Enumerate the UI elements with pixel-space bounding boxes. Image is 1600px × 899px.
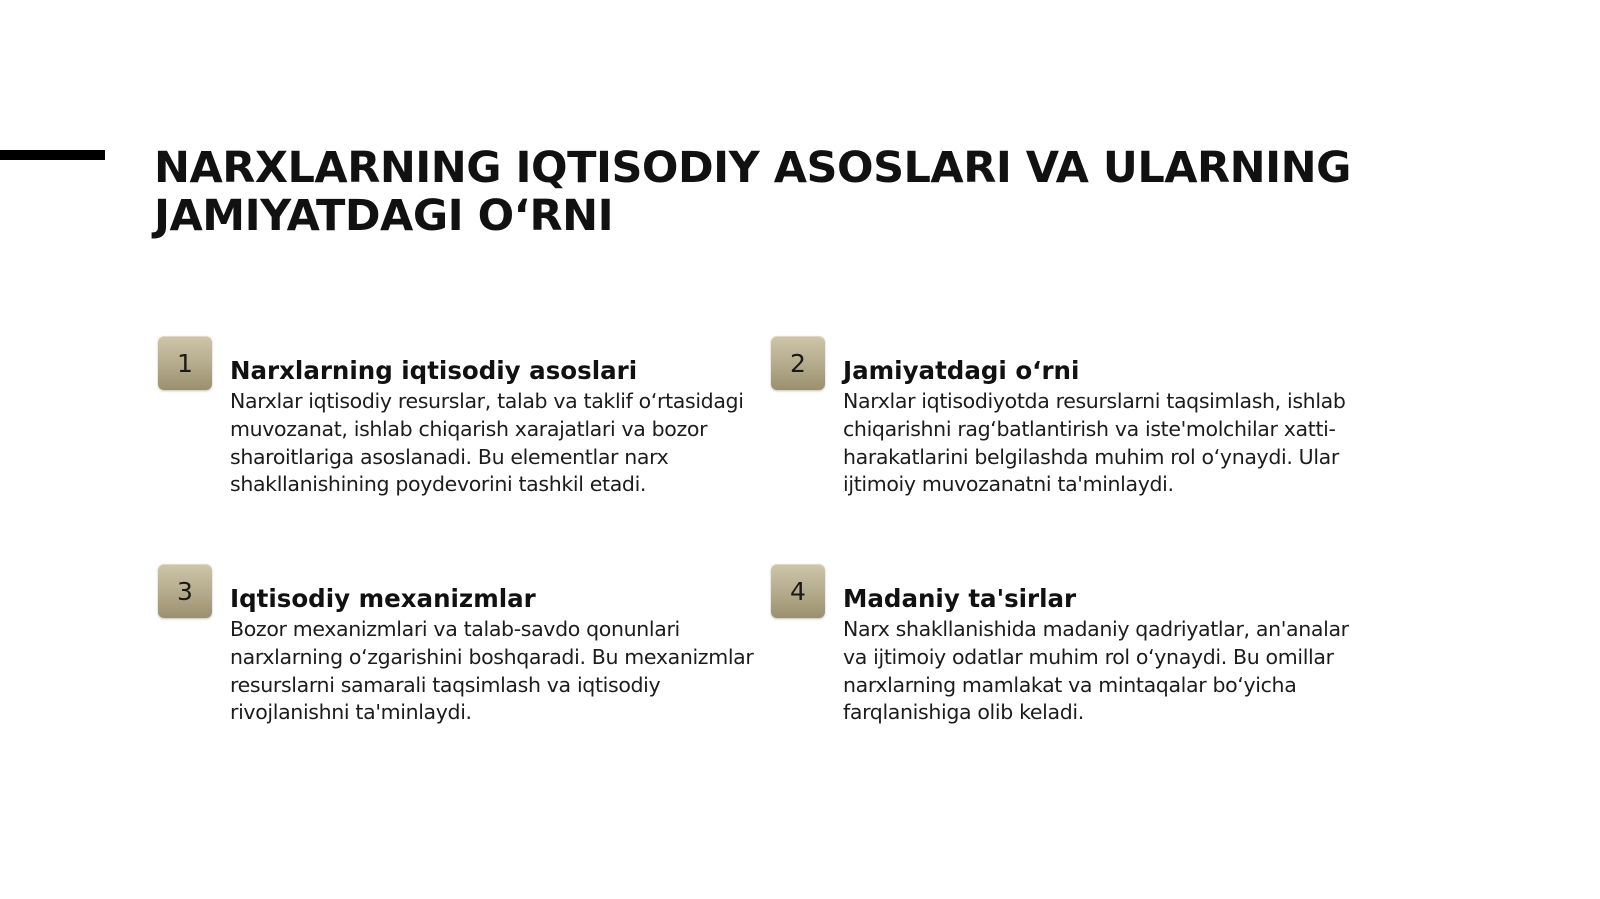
list-item-heading: Madaniy ta'sirlar: [843, 584, 1077, 613]
slide-title: [154, 144, 1484, 240]
list-item-text: [843, 356, 1368, 499]
list-item-body: Narx shakllanishida madaniy qadriyatlar, an'analar va ijtimoiy odatlar muhim rol o‘ynaydi. Bu omillar narxlarning mamlakat va mintaqalar bo‘yicha farqlanishiga olib keladi.: [843, 617, 1349, 725]
list-item-text: [843, 584, 1368, 727]
list-item-body: Narxlar iqtisodiyotda resurslarni taqsimlash, ishlab chiqarishni rag‘batlantirish va iste'molchilar xatti-harakatlarini belgilashda muhim rol o‘ynaydi. Ular ijtimoiy muvozanatni ta'minlaydi.: [843, 389, 1346, 497]
number-badge: 1: [158, 336, 212, 390]
number-badge: 4: [771, 564, 825, 618]
number-badge: 2: [771, 336, 825, 390]
list-item-body: Bozor mexanizmlari va talab-savdo qonunlari narxlarning o‘zgarishini boshqaradi. Bu mexanizmlar resurslarni samarali taqsimlash va iqtisodiy rivojlanishni ta'minlaydi.: [230, 617, 754, 725]
list-item-text: [230, 584, 755, 727]
list-item-heading: Jamiyatdagi o‘rni: [843, 356, 1080, 385]
slide-title-line-1: NARXLARNING IQTISODIY ASOSLARI VA ULARNING: [154, 143, 1351, 193]
list-item-text: [230, 356, 755, 499]
list-item-heading: Iqtisodiy mexanizmlar: [230, 584, 536, 613]
title-accent-bar: [0, 150, 105, 160]
number-badge: 3: [158, 564, 212, 618]
list-item-heading: Narxlarning iqtisodiy asoslari: [230, 356, 638, 385]
slide-title-line-2: JAMIYATDAGI O‘RNI: [154, 191, 614, 241]
list-item-body: Narxlar iqtisodiy resurslar, talab va taklif o‘rtasidagi muvozanat, ishlab chiqarish xarajatlari va bozor sharoitlariga asoslanadi. Bu elementlar narx shakllanishining poydevorini tashkil etadi.: [230, 389, 744, 497]
